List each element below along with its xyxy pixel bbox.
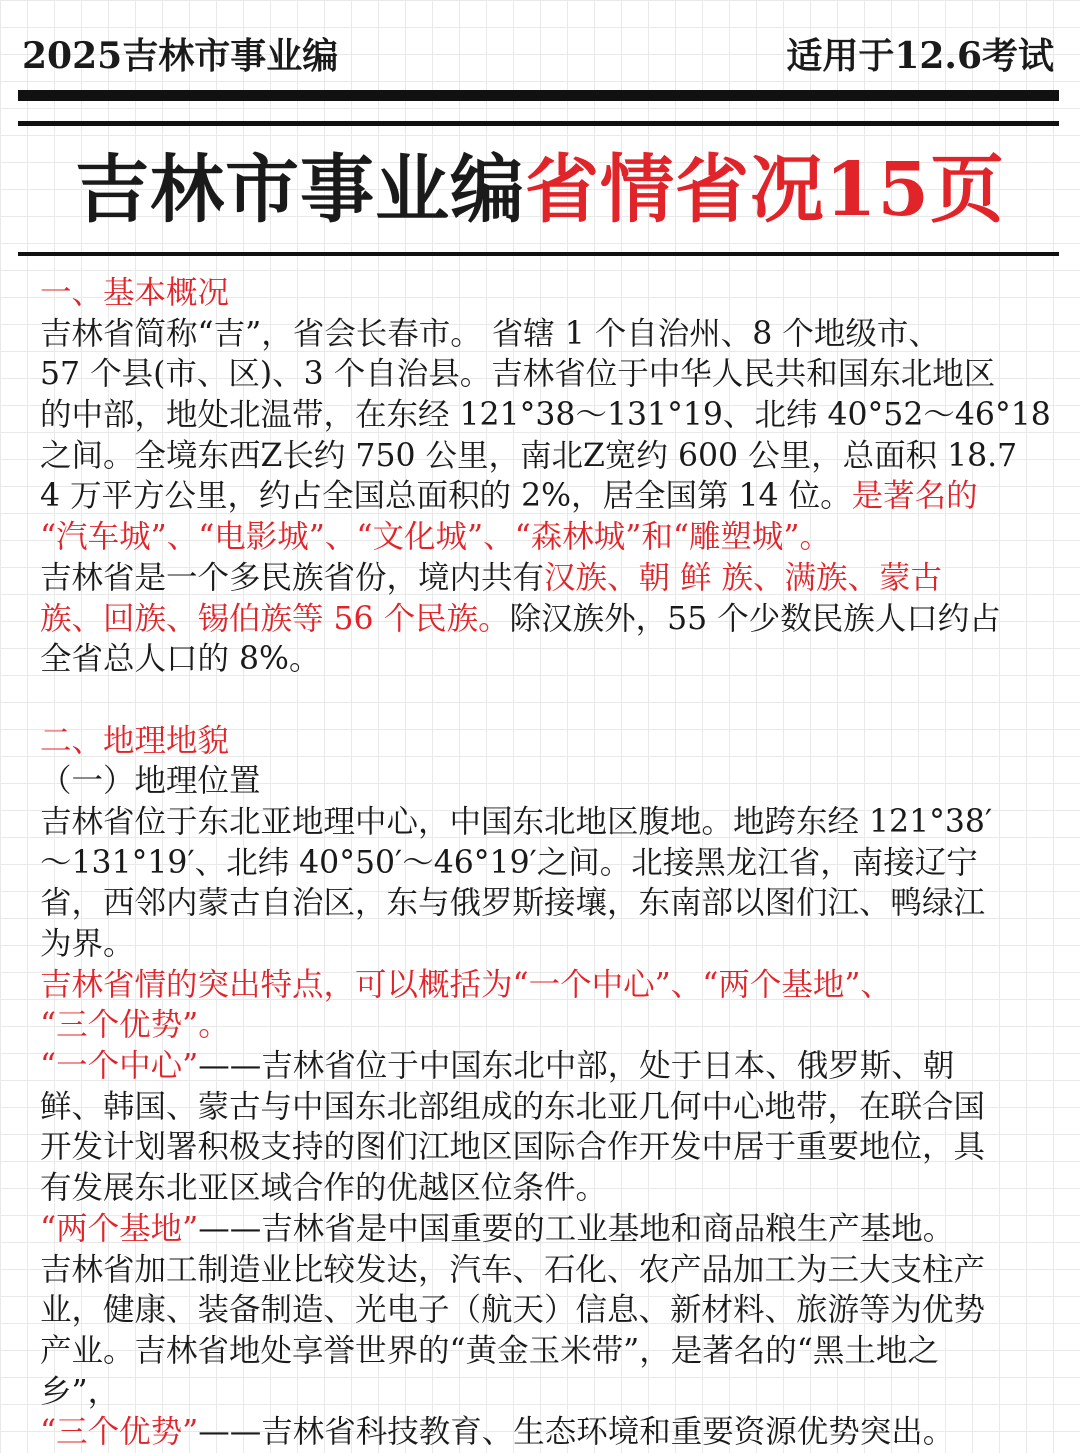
highlighted-text: “汽车城”、“电影城”、“文化城”、“森林城”和“雕塑城”。 <box>40 519 832 556</box>
highlighted-text: 一、基本概况 <box>40 275 230 311</box>
body-text: ——吉林省是中国重要的工业基地和商品粮生产基地。 <box>198 1210 955 1247</box>
title-divider <box>18 252 1059 256</box>
body-text: 的中部，地处北温带，在东经 121°38～131°19、北纬 40°52～46°18 <box>40 397 1051 434</box>
body-text: 开发计划署积极支持的图们江地区国际合作开发中居于重要地位，具 <box>40 1129 986 1166</box>
text-line <box>40 924 1060 965</box>
text-line <box>40 1168 1060 1209</box>
body-text: 除汉族外，55 个少数民族人口约占 <box>509 600 1001 637</box>
body-text: 业，健康、装备制造、光电子（航天）信息、新材料、旅游等为优势 <box>40 1292 986 1329</box>
text-line <box>40 639 1060 680</box>
body-text: 吉林省简称“吉”，省会长春市。 省辖 1 个自治州、8 个地级市、 <box>40 315 940 352</box>
page-title-black: 吉林市事业编 <box>75 147 525 233</box>
text-line <box>40 1005 1060 1046</box>
text-line <box>40 1372 1060 1413</box>
header-left-text: 2025吉林市事业编 <box>22 35 339 77</box>
text-line <box>40 558 1060 599</box>
text-line <box>40 354 1060 395</box>
text-line <box>40 1250 1060 1291</box>
text-line <box>40 1127 1060 1168</box>
highlighted-text: 吉林省情的突出特点，可以概括为“一个中心”、“两个基地”、 <box>40 966 892 1003</box>
text-line <box>40 1046 1060 1087</box>
text-line <box>40 802 1060 843</box>
body-text: 乡”， <box>40 1373 120 1410</box>
text-line <box>40 1290 1060 1331</box>
header-right-text: 适用于12.6考试 <box>786 35 1054 77</box>
body-text: 吉林省是一个多民族省份，境内共有 <box>40 559 545 596</box>
body-text: 4 万平方公里，约占全国总面积的 2%，居全国第 14 位。 <box>40 478 852 515</box>
document-body <box>40 273 1060 1453</box>
text-line <box>40 721 1060 762</box>
text-line <box>40 843 1060 884</box>
body-text: ——吉林省科技教育、生态环境和重要资源优势突出。 <box>198 1414 955 1451</box>
text-line <box>40 761 1060 802</box>
body-text: 鲜、韩国、蒙古与中国东北部组成的东北亚几何中心地带，在联合国 <box>40 1088 986 1125</box>
text-line <box>40 599 1060 640</box>
body-text: （一）地理位置 <box>40 763 261 800</box>
text-line <box>40 436 1060 477</box>
highlighted-text: 汉族、朝 鲜 族、满族、蒙古 <box>544 559 943 596</box>
text-line <box>40 1412 1060 1453</box>
highlighted-text: “两个基地” <box>40 1210 199 1247</box>
text-line <box>40 1087 1060 1128</box>
text-line <box>40 273 1060 314</box>
blank-line <box>40 680 1060 721</box>
highlighted-text: 是著名的 <box>851 478 978 515</box>
text-line <box>40 1331 1060 1372</box>
body-text: 产业。吉林省地处享誉世界的“黄金玉米带”，是著名的“黑土地之 <box>40 1332 939 1369</box>
body-text: ——吉林省位于中国东北中部，处于日本、俄罗斯、朝 <box>198 1048 955 1085</box>
header-divider-thick <box>18 90 1059 101</box>
text-line <box>40 883 1060 924</box>
body-text: 为界。 <box>40 926 135 962</box>
body-text: 吉林省位于东北亚地理中心，中国东北地区腹地。地跨东经 121°38′ <box>40 803 993 840</box>
page-title-red: 省情省况15页 <box>525 147 1005 233</box>
highlighted-text: “一个中心” <box>40 1048 199 1085</box>
body-text: 57 个县(市、区)、3 个自治县。吉林省位于中华人民共和国东北地区 <box>40 356 996 393</box>
text-line <box>40 314 1060 355</box>
body-text: 吉林省加工制造业比较发达，汽车、石化、农产品加工为三大支柱产 <box>40 1251 986 1288</box>
header-divider-thin <box>18 121 1059 126</box>
body-text: 之间。全境东西Z长约 750 公里，南北Z宽约 600 公里，总面积 18.7 <box>40 437 1018 474</box>
body-text: 全省总人口的 8%。 <box>40 641 321 678</box>
body-text: ～131°19′、北纬 40°50′～46°19′之间。北接黑龙江省，南接辽宁 <box>40 844 978 881</box>
text-line <box>40 517 1060 558</box>
highlighted-text: “三个优势” <box>40 1414 199 1451</box>
highlighted-text: 族、回族、锡伯族等 56 个民族。 <box>40 600 510 637</box>
text-line <box>40 476 1060 517</box>
page-title <box>0 144 1080 236</box>
text-line <box>40 965 1060 1006</box>
highlighted-text: “三个优势”。 <box>40 1007 230 1044</box>
text-line <box>40 395 1060 436</box>
text-line <box>40 1209 1060 1250</box>
body-text: 有发展东北亚区域合作的优越区位条件。 <box>40 1170 608 1207</box>
body-text: 省，西邻内蒙古自治区，东与俄罗斯接壤，东南部以图们江、鸭绿江 <box>40 885 986 922</box>
highlighted-text: 二、地理地貌 <box>40 722 230 759</box>
